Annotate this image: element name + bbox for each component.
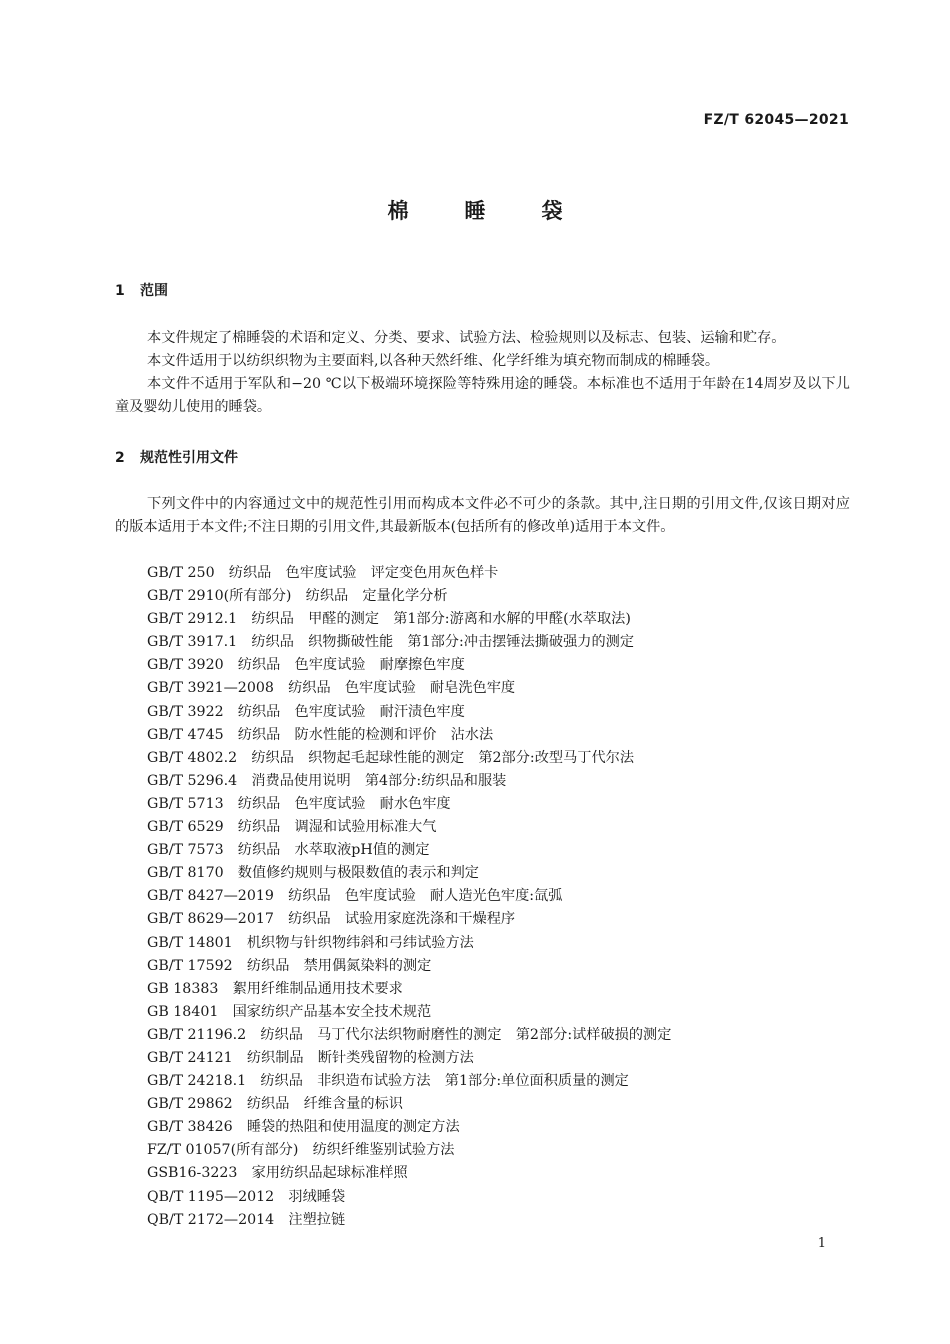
section-title: 规范性引用文件 <box>140 450 238 466</box>
references-intro-paragraph: 下列文件中的内容通过文中的规范性引用而构成本文件必不可少的条款。其中,注日期的引用文件,仅该日期对应的版本适用于本文件;不注日期的引用文件,其最新版本(包括所有的修改单)适用于本文件。 <box>115 496 850 535</box>
reference-item: GB/T 3922 纺织品 色牢度试验 耐汗渍色牢度 <box>147 703 465 720</box>
reference-item: GB/T 5713 纺织品 色牢度试验 耐水色牢度 <box>147 795 451 812</box>
reference-item: QB/T 2172—2014 注塑拉链 <box>147 1211 346 1228</box>
reference-item: GB/T 8427—2019 纺织品 色牢度试验 耐人造光色牢度:氙弧 <box>147 888 563 905</box>
reference-item: GB/T 17592 纺织品 禁用偶氮染料的测定 <box>147 957 432 974</box>
reference-list <box>147 562 671 1232</box>
reference-item: GB 18401 国家纺织产品基本安全技术规范 <box>147 1003 432 1020</box>
reference-item: GB/T 7573 纺织品 水萃取液pH值的测定 <box>147 842 430 859</box>
reference-item: GB/T 29862 纺织品 纤维含量的标识 <box>147 1096 403 1113</box>
section-number: 2 <box>115 450 125 466</box>
scope-paragraph: 本文件适用于以纺织织物为主要面料,以各种天然纤维、化学纤维为填充物而制成的棉睡袋。 <box>147 353 720 369</box>
section-heading-scope <box>115 280 168 300</box>
reference-item: GB/T 4745 纺织品 防水性能的检测和评价 沾水法 <box>147 726 494 743</box>
reference-item: GB/T 6529 纺织品 调湿和试验用标准大气 <box>147 819 437 836</box>
title-char: 睡 <box>464 199 486 223</box>
section-heading-normative-references <box>115 447 238 467</box>
standard-code: FZ/T 62045—2021 <box>703 112 849 128</box>
reference-item: GB/T 3920 纺织品 色牢度试验 耐摩擦色牢度 <box>147 657 465 674</box>
document-title <box>0 195 950 225</box>
page-number: 1 <box>817 1236 826 1251</box>
section-title: 范围 <box>140 283 168 299</box>
reference-item: FZ/T 01057(所有部分) 纺织纤维鉴别试验方法 <box>147 1142 455 1159</box>
reference-item: GSB16-3223 家用纺织品起球标准样照 <box>147 1165 408 1182</box>
reference-item: QB/T 1195—2012 羽绒睡袋 <box>147 1188 346 1205</box>
reference-item: GB 18383 絮用纤维制品通用技术要求 <box>147 980 403 997</box>
section-number: 1 <box>115 283 125 299</box>
reference-item: GB/T 8629—2017 纺织品 试验用家庭洗涤和干燥程序 <box>147 911 516 928</box>
reference-item: GB/T 14801 机织物与针织物纬斜和弓纬试验方法 <box>147 934 474 951</box>
reference-item: GB/T 38426 睡袋的热阻和使用温度的测定方法 <box>147 1119 460 1136</box>
title-char: 袋 <box>541 199 563 223</box>
reference-item: GB/T 21196.2 纺织品 马丁代尔法织物耐磨性的测定 第2部分:试样破损的测定 <box>147 1026 672 1043</box>
reference-item: GB/T 8170 数值修约规则与极限数值的表示和判定 <box>147 865 479 882</box>
reference-item: GB/T 24121 纺织制品 断针类残留物的检测方法 <box>147 1049 474 1066</box>
scope-paragraph: 本文件不适用于军队和−20 ℃以下极端环境探险等特殊用途的睡袋。本标准也不适用于年龄在14周岁及以下儿童及婴幼儿使用的睡袋。 <box>115 376 850 415</box>
reference-item: GB/T 3921—2008 纺织品 色牢度试验 耐皂洗色牢度 <box>147 680 516 697</box>
reference-item: GB/T 2910(所有部分) 纺织品 定量化学分析 <box>147 588 448 605</box>
reference-item: GB/T 5296.4 消费品使用说明 第4部分:纺织品和服装 <box>147 772 507 789</box>
reference-item: GB/T 2912.1 纺织品 甲醛的测定 第1部分:游离和水解的甲醛(水萃取法) <box>147 611 631 628</box>
reference-item: GB/T 250 纺织品 色牢度试验 评定变色用灰色样卡 <box>147 565 499 581</box>
reference-item: GB/T 24218.1 纺织品 非织造布试验方法 第1部分:单位面积质量的测定 <box>147 1073 629 1090</box>
scope-paragraph: 本文件规定了棉睡袋的术语和定义、分类、要求、试验方法、检验规则以及标志、包装、运输和贮存。 <box>147 330 786 346</box>
reference-item: GB/T 3917.1 纺织品 织物撕破性能 第1部分:冲击摆锤法撕破强力的测定 <box>147 634 635 651</box>
title-char: 棉 <box>387 199 409 223</box>
reference-item: GB/T 4802.2 纺织品 织物起毛起球性能的测定 第2部分:改型马丁代尔法 <box>147 749 635 766</box>
